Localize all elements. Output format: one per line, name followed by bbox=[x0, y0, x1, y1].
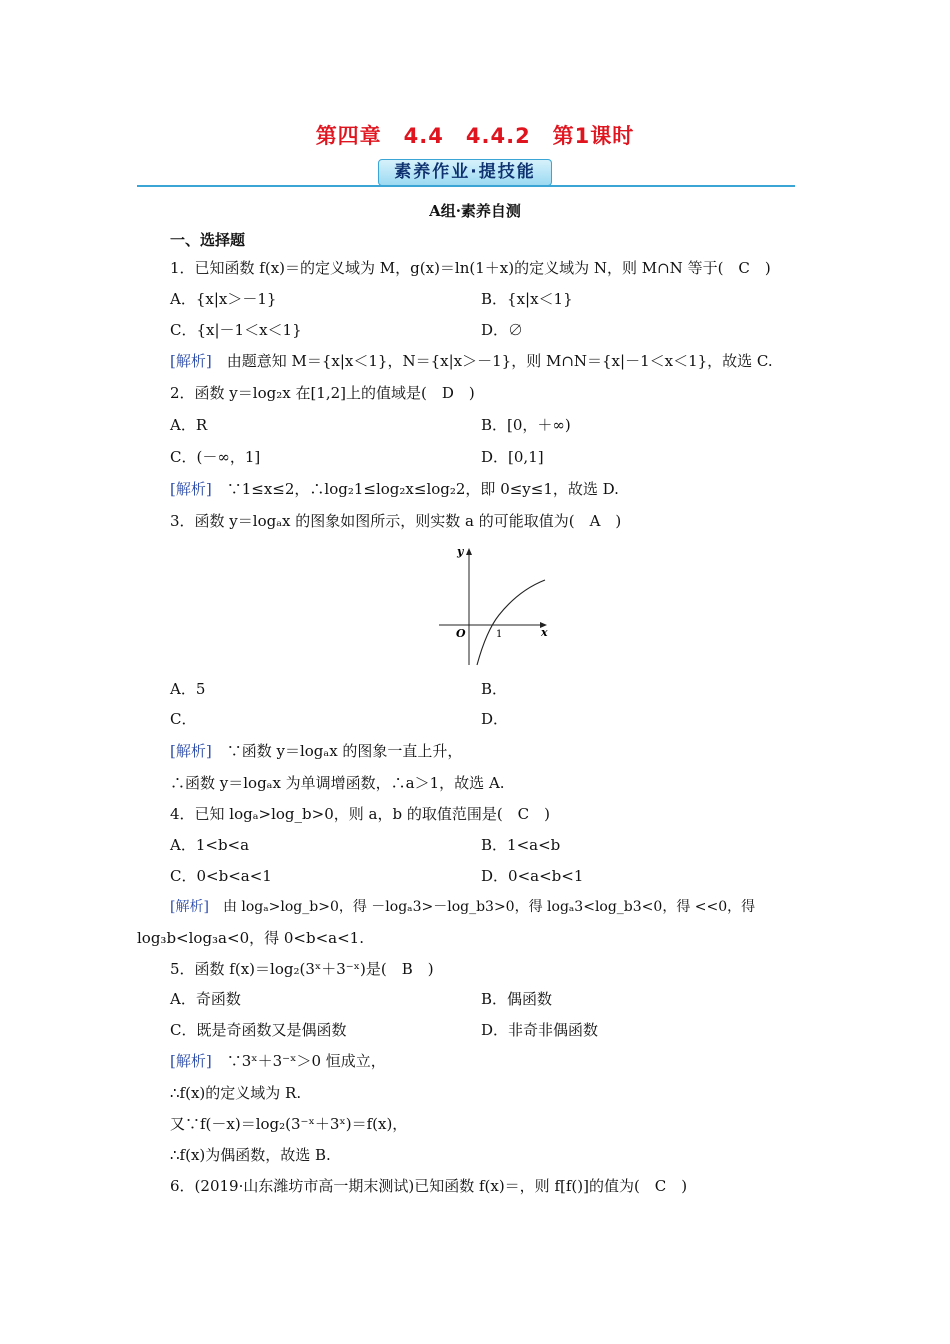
section-banner: 素养作业·提技能 bbox=[378, 159, 552, 186]
q5-option-b: B．偶函数 bbox=[481, 990, 553, 1008]
y-axis-arrow bbox=[466, 548, 472, 555]
q5-solution-4: ∴f(x)为偶函数，故选 B. bbox=[170, 1146, 331, 1164]
origin-label: O bbox=[456, 627, 466, 640]
solution-tag: [解析] bbox=[170, 480, 212, 498]
q3-solution-cont: ∴函数 y＝logₐx 为单调增函数，∴a＞1，故选 A. bbox=[170, 774, 505, 792]
header-divider bbox=[137, 185, 795, 187]
tick-label-1: 1 bbox=[496, 629, 503, 640]
question-2: 2．函数 y＝log₂x 在[1,2]上的值域是( D ) bbox=[170, 384, 475, 402]
q1-solution bbox=[170, 350, 773, 372]
x-axis-label: x bbox=[541, 626, 548, 639]
q3-option-b: B． bbox=[481, 680, 508, 698]
solution-text: ∵函数 y＝logₐx 的图象一直上升， bbox=[226, 742, 463, 760]
q5-solution-3: 又∵f(－x)＝log₂(3⁻ˣ＋3ˣ)＝f(x)， bbox=[170, 1115, 408, 1133]
q4-option-d: D．0<a<b<1 bbox=[481, 867, 584, 885]
q5-option-a: A．奇函数 bbox=[170, 990, 241, 1008]
log-curve bbox=[477, 580, 545, 665]
solution-text: 由 logₐ>log_b>0，得 －logₐ3>－log_b3>0，得 logₐ3<log_b3<0，得 <<0，得 bbox=[222, 899, 756, 915]
solution-tag: [解析] bbox=[170, 742, 212, 760]
q5-solution-2: ∴f(x)的定义域为 R. bbox=[170, 1084, 302, 1102]
q2-option-a: A．R bbox=[170, 416, 208, 434]
section-heading: 一、选择题 bbox=[170, 231, 246, 249]
solution-tag: [解析] bbox=[170, 1052, 212, 1070]
q3-solution bbox=[170, 740, 462, 762]
q1-option-d: D．∅ bbox=[481, 321, 524, 339]
solution-text: 由题意知 M＝{x|x＜1}，N＝{x|x＞－1}，则 M∩N＝{x|－1＜x＜1}，故选 C. bbox=[226, 352, 773, 370]
solution-tag: [解析] bbox=[170, 899, 209, 915]
solution-tag: [解析] bbox=[170, 352, 212, 370]
q2-option-d: D．[0,1] bbox=[481, 448, 544, 466]
q1-option-a: A．{x|x＞－1} bbox=[170, 290, 277, 308]
q5-option-d: D．非奇非偶函数 bbox=[481, 1021, 599, 1039]
log-function-graph bbox=[435, 543, 555, 669]
question-6: 6．(2019·山东潍坊市高一期末测试)已知函数 f(x)＝，则 f[f()]的值为( C ) bbox=[170, 1177, 688, 1195]
q2-option-c: C．(－∞，1] bbox=[170, 448, 261, 466]
y-axis-label: y bbox=[457, 545, 464, 558]
q5-solution bbox=[170, 1050, 386, 1072]
q4-option-c: C．0<b<a<1 bbox=[170, 867, 272, 885]
solution-text: ∵1≤x≤2，∴log₂1≤log₂x≤log₂2，即 0≤y≤1，故选 D. bbox=[226, 480, 619, 498]
question-1: 1．已知函数 f(x)＝的定义域为 M，g(x)＝ln(1＋x)的定义域为 N，则 M∩N 等于( C ) bbox=[170, 259, 771, 277]
q4-option-a: A．1<b<a bbox=[170, 836, 250, 854]
q1-option-c: C．{x|－1＜x＜1} bbox=[170, 321, 302, 339]
q4-option-b: B．1<a<b bbox=[481, 836, 561, 854]
group-heading: A组·素养自测 bbox=[429, 202, 521, 220]
solution-text: ∵3ˣ＋3⁻ˣ＞0 恒成立， bbox=[226, 1052, 386, 1070]
question-3: 3．函数 y＝logₐx 的图象如图所示，则实数 a 的可能取值为( A ) bbox=[170, 512, 622, 530]
q2-option-b: B．[0，＋∞) bbox=[481, 416, 571, 434]
q2-solution bbox=[170, 478, 619, 500]
q3-option-a: A．5 bbox=[170, 680, 206, 698]
q1-option-b: B．{x|x＜1} bbox=[481, 290, 573, 308]
q5-option-c: C．既是奇函数又是偶函数 bbox=[170, 1021, 347, 1039]
question-5: 5．函数 f(x)＝log₂(3ˣ＋3⁻ˣ)是( B ) bbox=[170, 960, 434, 978]
q4-solution bbox=[170, 896, 755, 918]
question-4: 4．已知 logₐ>log_b>0，则 a，b 的取值范围是( C ) bbox=[170, 805, 551, 823]
q3-option-d: D． bbox=[481, 710, 509, 728]
q3-option-c: C． bbox=[170, 710, 197, 728]
page-title: 第四章 4.4 4.4.2 第1课时 bbox=[315, 124, 635, 148]
q4-solution-cont: log₃b<log₃a<0，得 0<b<a<1. bbox=[137, 929, 364, 947]
